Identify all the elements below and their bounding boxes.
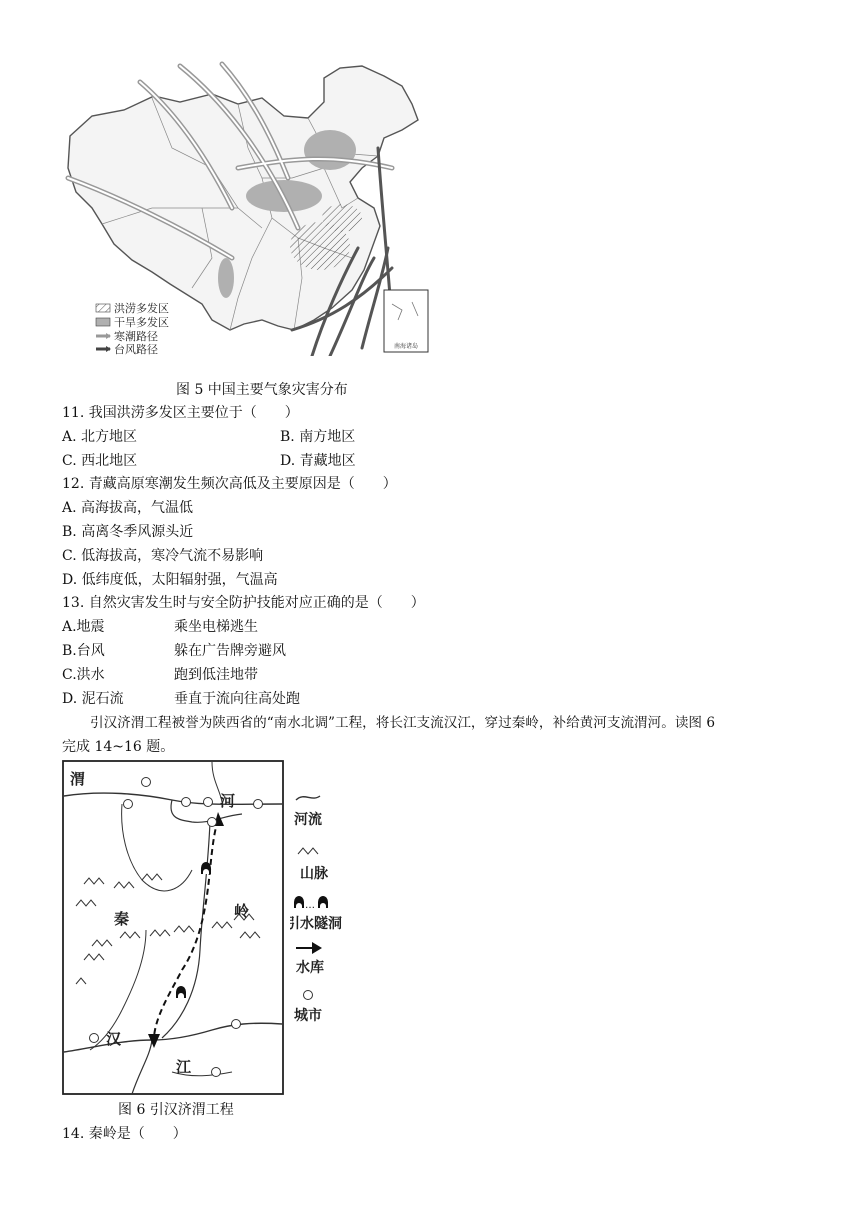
figure-5-map [62, 58, 440, 356]
reservoir-legend-icon [296, 942, 322, 954]
figure-6-map [62, 760, 284, 1095]
he-label: 河 [220, 792, 236, 810]
legend-river-label: 河流 [294, 812, 322, 828]
legend-drought-label: 干旱多发区 [114, 316, 169, 329]
river-legend-icon [296, 796, 320, 800]
flood-legend-swatch [96, 304, 110, 312]
figure6-legend-graphics [290, 788, 370, 1028]
question-12-option-c: C. 低海拔高，寒冷气流不易影响 [62, 548, 264, 564]
figure6-caption: 图 6 引汉济渭工程 [118, 1102, 234, 1118]
drought-area-southwest [218, 258, 234, 298]
hanjiwei-map [62, 760, 284, 1095]
drought-legend-swatch [96, 318, 110, 326]
tunnel-legend-icon [294, 896, 328, 911]
question-13-option-c-text: 跑到低洼地带 [174, 667, 258, 683]
question-11-option-a: A. 北方地区 [62, 429, 138, 445]
question-12-option-b: B. 高离冬季风源头近 [62, 524, 194, 540]
question-11-stem: 11. 我国洪涝多发区主要位于（ ） [62, 405, 299, 421]
question-14-stem: 14. 秦岭是（ ） [62, 1126, 187, 1142]
city-legend-icon [304, 991, 313, 1000]
figure5-legend [96, 301, 169, 356]
question-13-option-b-text: 躲在广告牌旁避风 [174, 643, 286, 659]
question-13-option-a-text: 乘坐电梯逃生 [174, 619, 258, 635]
svg-text:…: … [305, 900, 315, 911]
question-11-option-d: D. 青藏地区 [280, 453, 356, 469]
question-13-option-d-text: 垂直于流向往高处跑 [174, 691, 300, 707]
drought-area-north [304, 130, 356, 170]
qin-label: 秦 [114, 910, 130, 928]
question-11-option-c: C. 西北地区 [62, 453, 138, 469]
inset-label: 南海诸岛 [393, 343, 419, 350]
figure6-legend [290, 788, 370, 1028]
legend-tunnel-label: 引水隧洞 [290, 916, 342, 932]
question-13-option-b-label: B.台风 [62, 643, 105, 659]
han-label: 汉 [106, 1030, 122, 1048]
wei-label: 渭 [70, 770, 86, 788]
question-12-stem: 12. 青藏高原寒潮发生频次高低及主要原因是（ ） [62, 476, 397, 492]
jiang-label: 江 [176, 1058, 192, 1076]
flood-area-east [322, 204, 362, 232]
legend-typhoon-label: 台风路径 [114, 343, 158, 356]
legend-reservoir-label: 水库 [296, 960, 324, 976]
ling-label: 岭 [234, 902, 250, 920]
figure5-caption: 图 5 中国主要气象灾害分布 [176, 382, 348, 398]
question-13-option-d-label: D. 泥石流 [62, 691, 124, 707]
legend-mountain-label: 山脉 [300, 866, 328, 882]
intro-line-2: 完成 14~16 题。 [62, 739, 175, 755]
mountain-legend-icon [298, 848, 318, 854]
map-frame [63, 761, 283, 1094]
legend-city-label: 城市 [294, 1008, 322, 1024]
china-disaster-map [62, 58, 440, 356]
question-12-option-a: A. 高海拔高，气温低 [62, 500, 194, 516]
legend-cold-wave-label: 寒潮路径 [114, 330, 158, 343]
question-13-stem: 13. 自然灾害发生时与安全防护技能对应正确的是（ ） [62, 595, 425, 611]
question-12-option-d: D. 低纬度低，太阳辐射强，气温高 [62, 572, 278, 588]
question-11-option-b: B. 南方地区 [280, 429, 356, 445]
legend-flood-label: 洪涝多发区 [114, 302, 169, 315]
intro-line-1: 引汉济渭工程被誉为陕西省的“南水北调”工程，将长江支流汉江，穿过秦岭，补给黄河支流渭河。读图 6 [90, 715, 715, 731]
question-13-option-a-label: A.地震 [62, 619, 105, 635]
question-13-option-c-label: C.洪水 [62, 667, 105, 683]
